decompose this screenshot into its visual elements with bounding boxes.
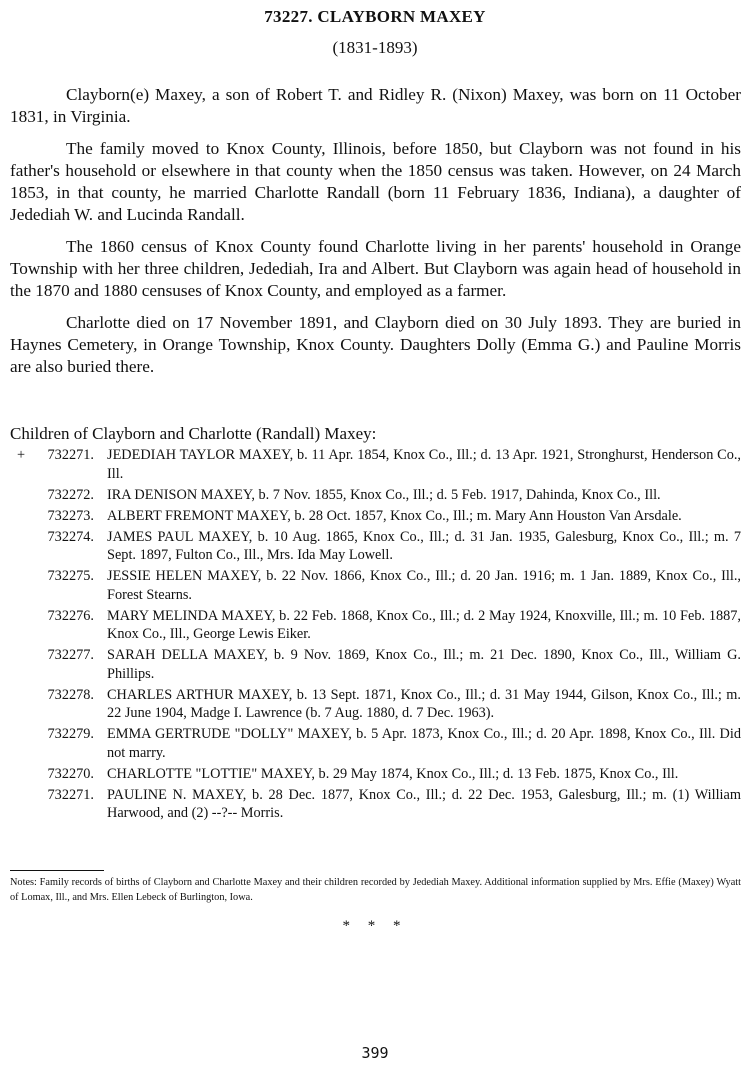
child-details: , b. 5 Apr. 1873, Knox Co., Ill.; d. 20 Apr. 1898, Knox Co., Ill. Did not marry.: [107, 726, 742, 761]
child-details: , b. 22 Nov. 1866, Knox Co., Ill.; d. 20 Jan. 1916; m. 1 Jan. 1889, Knox Co., Ill., Forest Stearns.: [107, 568, 741, 603]
child-number: 732278.: [47, 686, 94, 703]
child-number: 732270.: [47, 765, 94, 782]
footnote-notes: Notes: Family records of births of Clayborn and Charlotte Maxey and their children recorded by Jedediah Maxey. Additional information supplied by Mrs. Effie (Maxey) Wyatt of Lomax, Ill., and Mrs. Ellen Lebeck of Burlington, Iowa.: [10, 877, 741, 903]
child-details: , b. 28 Oct. 1857, Knox Co., Ill.; m. Mary Ann Houston Van Arsdale.: [287, 507, 682, 524]
children-list: [10, 446, 741, 825]
child-details: , b. 11 Apr. 1854, Knox Co., Ill.; d. 13 Apr. 1921, Stronghurst, Henderson Co., Ill.: [107, 447, 741, 482]
child-entry: [10, 486, 741, 505]
child-entry: [10, 528, 741, 565]
child-number: 732271.: [47, 447, 94, 463]
child-number: 732274.: [47, 528, 94, 545]
child-name: MARY MELINDA MAXEY: [107, 607, 272, 624]
child-entry: [10, 725, 741, 762]
child-name: CHARLES ARTHUR MAXEY: [107, 686, 289, 703]
child-number: 732277.: [47, 647, 94, 663]
entry-title: 73227. CLAYBORN MAXEY: [264, 7, 486, 26]
paragraph-death: Charlotte died on 17 November 1891, and Clayborn died on 30 July 1893. They are buried in Haynes Cemetery, in Orange Township, Knox County. Daughters Dolly (Emma G.) and Pauline Morris are also buried there.: [10, 313, 741, 376]
child-details: , b. 28 Dec. 1877, Knox Co., Ill.; d. 22 Dec. 1953, Galesburg, Ill.; m. (1) William Harwood, and (2) --?-- Morris.: [107, 786, 741, 821]
child-name: JAMES PAUL MAXEY: [107, 528, 249, 545]
child-name: JEDEDIAH TAYLOR MAXEY: [107, 447, 290, 463]
paragraph-birth: Clayborn(e) Maxey, a son of Robert T. and Ridley R. (Nixon) Maxey, was born on 11 October 1831, in Virginia.: [10, 85, 741, 126]
child-name: ALBERT FREMONT MAXEY: [107, 507, 288, 524]
child-details: , b. 29 May 1874, Knox Co., Ill.; d. 13 Feb. 1875, Knox Co., Ill.: [311, 765, 679, 782]
child-number: 732272.: [47, 486, 94, 503]
child-details: , b. 13 Sept. 1871, Knox Co., Ill.; d. 31 May 1944, Gilson, Knox Co., Ill.; m. 22 June 1904, Madge I. Lawrence (b. 7 Aug. 1880, d. 7 Dec. 1963).: [107, 686, 741, 721]
child-entry: [10, 646, 741, 683]
child-name: EMMA GERTRUDE "DOLLY" MAXEY: [107, 726, 349, 742]
child-number: 732276.: [47, 607, 94, 624]
child-number: 732271.: [47, 786, 94, 803]
footnote-rule: [10, 870, 104, 871]
child-details: , b. 22 Feb. 1868, Knox Co., Ill.; d. 2 May 1924, Knoxville, Ill.; m. 10 Feb. 1887, Knox Co., Ill., George Lewis Eiker.: [107, 607, 741, 642]
biography-text: [10, 84, 741, 388]
child-number: 732279.: [47, 726, 94, 742]
child-name: PAULINE N. MAXEY: [107, 786, 243, 803]
child-details: , b. 7 Nov. 1855, Knox Co., Ill.; d. 5 Feb. 1917, Dahinda, Knox Co., Ill.: [251, 486, 661, 503]
section-separator: * * *: [342, 918, 408, 934]
child-entry: [10, 686, 741, 723]
child-name: SARAH DELLA MAXEY: [107, 647, 265, 663]
child-number: 732275.: [47, 568, 94, 584]
child-entry: [10, 765, 741, 784]
entry-dates: (1831-1893): [332, 38, 418, 57]
child-entry: [10, 446, 741, 483]
children-heading: Children of Clayborn and Charlotte (Randall) Maxey:: [10, 424, 377, 443]
child-name: IRA DENISON MAXEY: [107, 486, 252, 503]
paragraph-census: The 1860 census of Knox County found Charlotte living in her parents' household in Orange Township with her three children, Jedediah, Ira and Albert. But Clayborn was again head of household in the 1870 and 1880 censuses of Knox County, and employed as a farmer.: [10, 237, 741, 300]
child-entry: [10, 607, 741, 644]
child-name: CHARLOTTE "LOTTIE" MAXEY: [107, 765, 312, 782]
child-entry: [10, 507, 741, 526]
child-details: , b. 9 Nov. 1869, Knox Co., Ill.; m. 21 Dec. 1890, Knox Co., Ill., William G. Phillips.: [107, 647, 742, 682]
descendant-marker: +: [17, 447, 26, 463]
child-entry: [10, 567, 741, 604]
child-name: JESSIE HELEN MAXEY: [107, 568, 258, 584]
child-number: 732273.: [47, 507, 94, 524]
paragraph-marriage: The family moved to Knox County, Illinois, before 1850, but Clayborn was not found in his father's household or elsewhere in that county when the 1850 census was taken. However, on 24 March 1853, in that county, he married Charlotte Randall (born 11 February 1836, Indiana), a daughter of Jedediah W. and Lucinda Randall.: [10, 139, 741, 224]
child-details: , b. 10 Aug. 1865, Knox Co., Ill.; d. 31 Jan. 1935, Galesburg, Knox Co., Ill.; m. 7 Sept. 1897, Fulton Co., Ill., Mrs. Ida May Lowell.: [107, 528, 741, 563]
child-entry: [10, 786, 741, 823]
page-number: 399: [361, 1044, 389, 1062]
